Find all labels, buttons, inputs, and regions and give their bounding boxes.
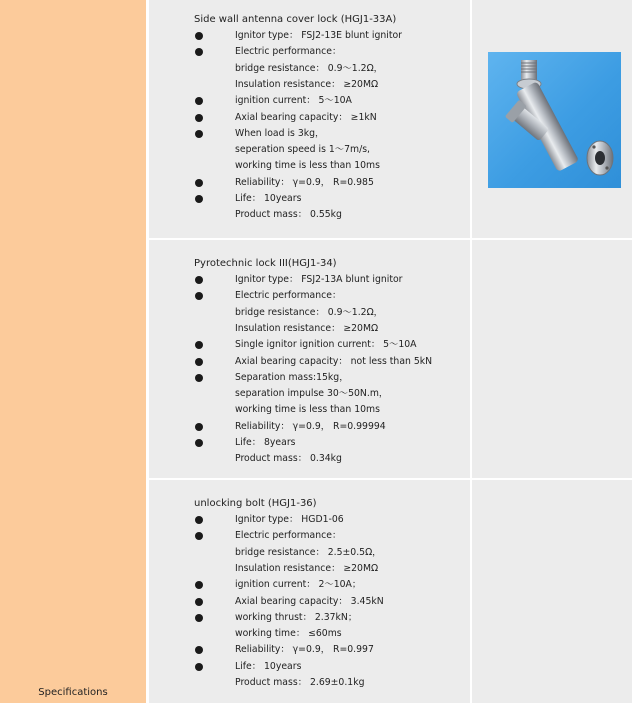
spec-line: Reliability： γ=0.9， R=0.997	[235, 644, 374, 656]
section-title: unlocking bolt (HGJ1-36)	[194, 498, 317, 509]
section-title: Side wall antenna cover lock (HGJ1-33A)	[194, 14, 397, 25]
spec-row-hgj1-33a	[149, 0, 632, 238]
spec-line: Product mass： 0.34kg	[235, 453, 342, 465]
spec-line: Axial bearing capacity： not less than 5kN	[235, 355, 433, 367]
spec-line: When load is 3kg，	[235, 127, 325, 139]
spec-line: Single ignitor ignition current： 5～10A	[235, 339, 417, 351]
bullet-icon	[195, 663, 203, 671]
spec-line: bridge resistance： 0.9～1.2Ω，	[235, 62, 383, 74]
antenna-cover-lock-image	[488, 52, 621, 188]
section-title: Pyrotechnic lock III(HGJ1-34)	[194, 258, 337, 269]
spec-line: working time： ≤60ms	[235, 628, 342, 640]
spec-line: Ignitor type： FSJ2-13A blunt ignitor	[235, 274, 403, 285]
bullet-icon	[195, 598, 203, 606]
spec-line: Reliability： γ=0.9， R=0.99994	[235, 420, 386, 432]
specifications-label: Specifications	[38, 687, 108, 698]
image-cell-empty	[472, 480, 632, 703]
spec-text-cell	[149, 480, 470, 703]
bullet-icon	[195, 516, 203, 524]
bullet-icon	[195, 130, 203, 138]
bullet-icon	[195, 358, 203, 366]
spec-line: Axial bearing capacity： ≥1kN	[235, 111, 377, 123]
spec-line: seperation speed is 1～7m/s,	[235, 144, 371, 156]
spec-row-hgj1-34	[149, 240, 632, 478]
spec-line: Insulation resistance： ≥20MΩ	[235, 562, 379, 574]
bullet-icon	[195, 276, 203, 284]
spec-line: working thrust： 2.37kN；	[235, 611, 358, 623]
bullet-icon	[195, 646, 203, 654]
spec-line: bridge resistance： 2.5±0.5Ω，	[235, 546, 382, 558]
spec-line: Insulation resistance： ≥20MΩ	[235, 322, 379, 334]
spec-line: Electric performance：	[235, 530, 342, 542]
bullet-icon	[195, 374, 203, 382]
spec-line: Axial bearing capacity： 3.45kN	[235, 595, 384, 607]
image-cell-empty	[472, 240, 632, 478]
bullet-icon	[195, 114, 203, 122]
spec-line: ignition current： 5～10A	[235, 95, 352, 107]
bullet-icon	[195, 423, 203, 431]
bullet-icon	[195, 292, 203, 300]
bullet-icon	[195, 581, 203, 589]
spec-line: separation impulse 30～50N.m，	[235, 388, 389, 400]
bullet-icon	[195, 532, 203, 540]
spec-line: Life： 10years	[235, 193, 302, 204]
spec-row-hgj1-36	[149, 480, 632, 703]
spec-line: Product mass： 2.69±0.1kg	[235, 677, 365, 688]
spec-line: Reliability： γ=0.9， R=0.985	[235, 176, 374, 188]
spec-text-cell	[149, 0, 470, 238]
spec-line: Life： 10years	[235, 660, 302, 672]
spec-line: working time is less than 10ms	[235, 404, 380, 416]
spec-line: ignition current： 2～10A；	[235, 579, 362, 591]
spec-line: Electric performance：	[235, 46, 342, 58]
specifications-column	[0, 0, 148, 703]
bullet-icon	[195, 614, 203, 622]
bullet-icon	[195, 439, 203, 447]
spec-text-cell	[149, 240, 470, 478]
spec-line: Life： 8years	[235, 437, 296, 448]
bullet-icon	[195, 341, 203, 349]
image-cell	[472, 0, 632, 238]
bullet-icon	[195, 48, 203, 56]
product-photo	[488, 52, 621, 188]
bullet-icon	[195, 179, 203, 187]
spec-line: Separation mass:15kg，	[235, 371, 349, 383]
spec-line: Ignitor type： FSJ2-13E blunt ignitor	[235, 30, 402, 41]
bullet-icon	[195, 195, 203, 203]
bullet-icon	[195, 32, 203, 40]
spec-line: bridge resistance： 0.9～1.2Ω，	[235, 306, 383, 318]
spec-line: Electric performance：	[235, 290, 342, 302]
spec-line: Insulation resistance： ≥20MΩ	[235, 78, 379, 90]
spec-line: Product mass： 0.55kg	[235, 209, 342, 221]
spec-line: working time is less than 10ms	[235, 160, 380, 172]
spec-line: Ignitor type： HGD1-06	[235, 514, 344, 525]
bullet-icon	[195, 97, 203, 105]
